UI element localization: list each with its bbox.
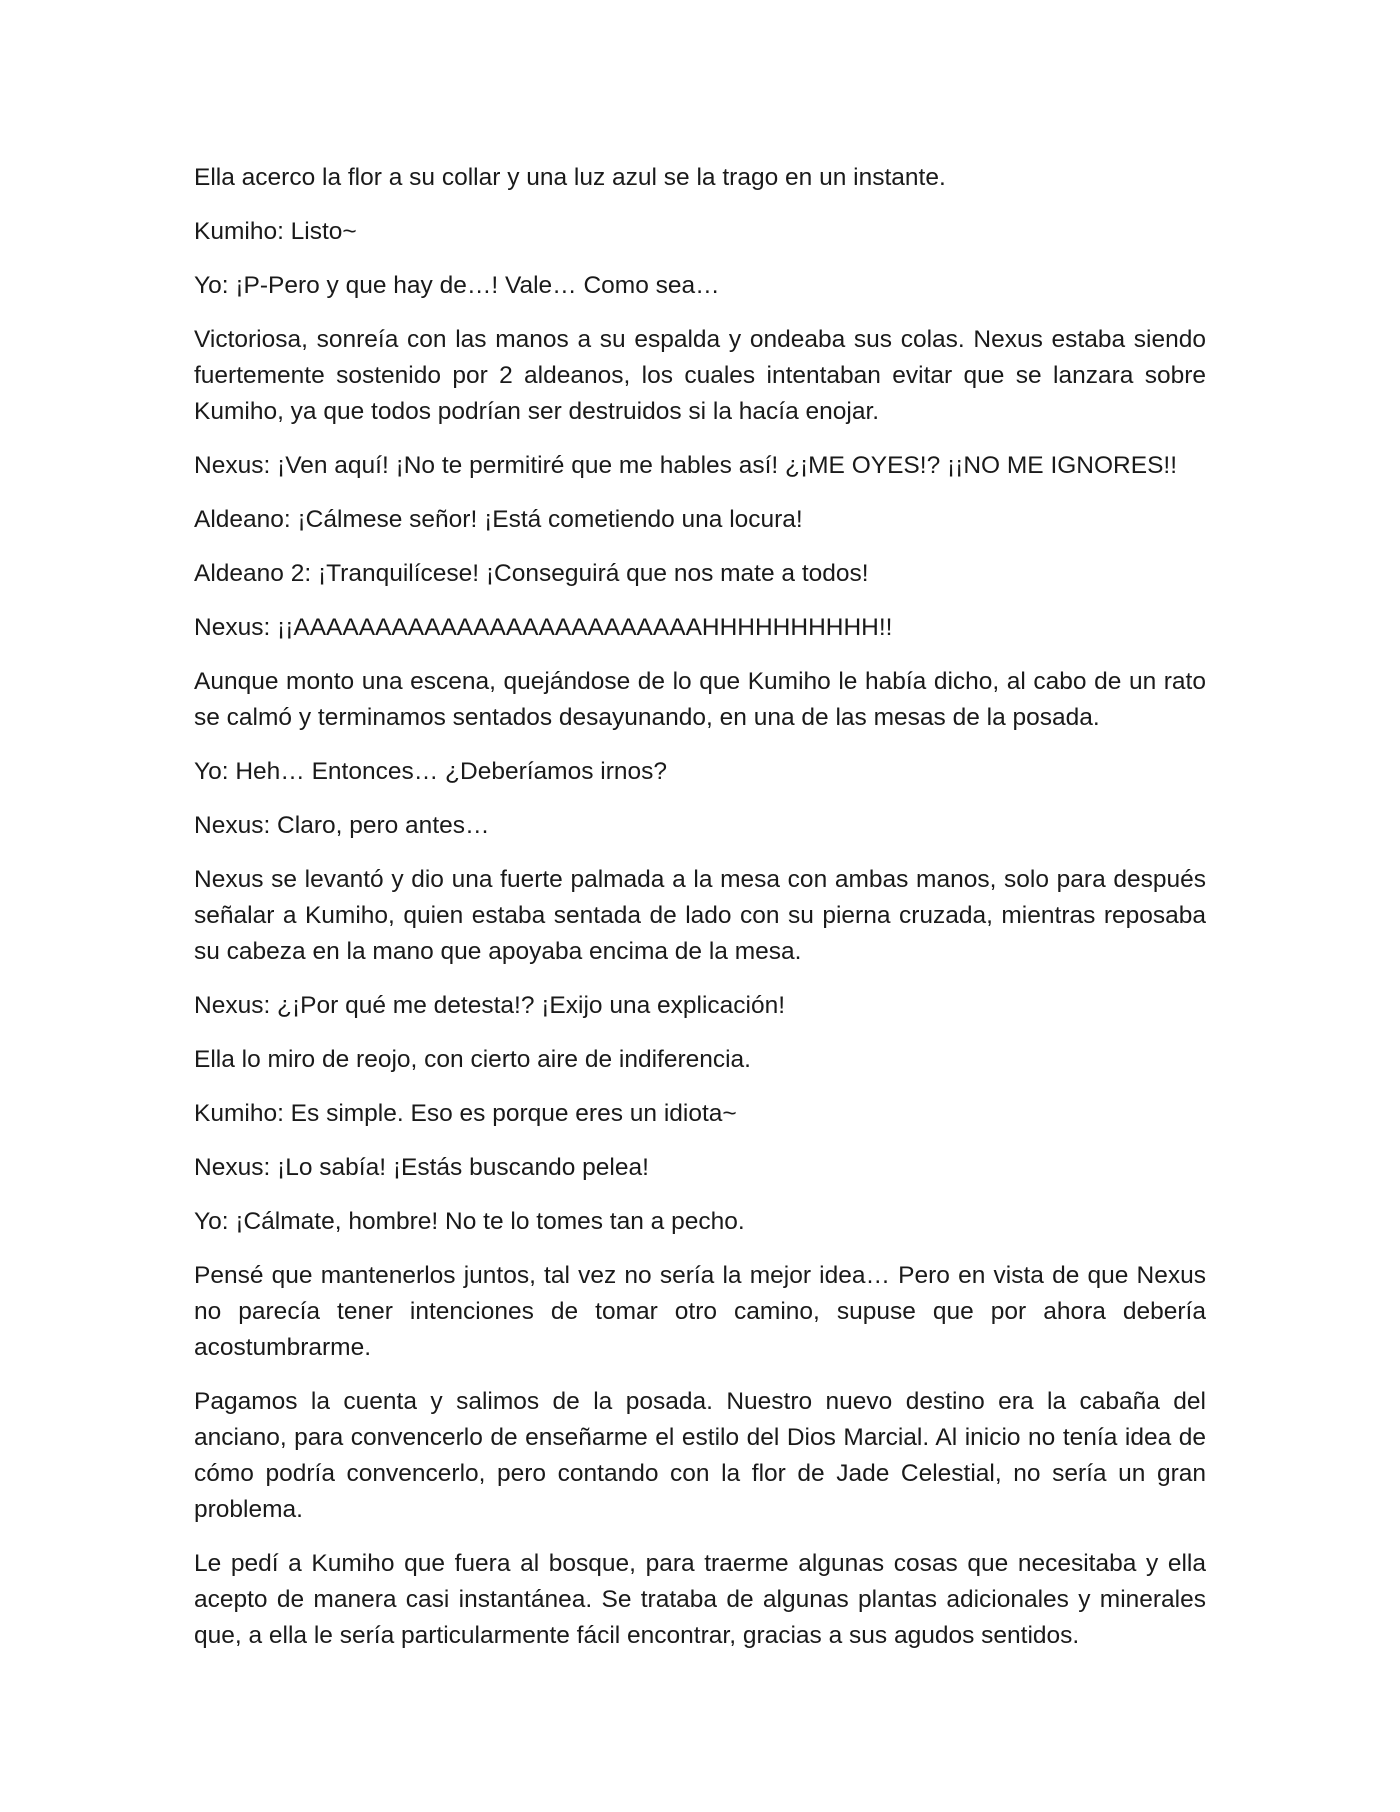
paragraph: Nexus se levantó y dio una fuerte palmada a la mesa con ambas manos, solo para después señalar a Kumiho, quien estaba sentada de lado con su pierna cruzada, mientras reposaba su cabeza en la mano que apoyaba encima de la mesa.: [194, 866, 1206, 965]
dialogue-line: Yo: ¡Cálmate, hombre! No te lo tomes tan a pecho.: [194, 1208, 745, 1235]
dialogue-line: Aldeano: ¡Cálmese señor! ¡Está cometiendo una locura!: [194, 506, 803, 533]
dialogue-line: Aldeano 2: ¡Tranquilícese! ¡Conseguirá que nos mate a todos!: [194, 560, 869, 587]
dialogue-line: Nexus: Claro, pero antes…: [194, 812, 490, 839]
dialogue-line: Yo: ¡P-Pero y que hay de…! Vale… Como sea…: [194, 272, 720, 299]
paragraph: Pagamos la cuenta y salimos de la posada. Nuestro nuevo destino era la cabaña del anciano, para convencerlo de enseñarme el estilo del Dios Marcial. Al inicio no tenía idea de cómo podría convencerlo, pero contando con la flor de Jade Celestial, no sería un gran problema.: [194, 1388, 1206, 1523]
paragraph: Pensé que mantenerlos juntos, tal vez no sería la mejor idea… Pero en vista de que Nexus no parecía tener intenciones de tomar otro camino, supuse que por ahora debería acostumbrarme.: [194, 1262, 1206, 1361]
dialogue-line: Nexus: ¿¡Por qué me detesta!? ¡Exijo una explicación!: [194, 992, 786, 1019]
document-page: [194, 160, 1206, 1672]
dialogue-line: Nexus: ¡¡AAAAAAAAAAAAAAAAAAAAAAAAAHHHHHHHHHH!!: [194, 614, 893, 641]
dialogue-line: Kumiho: Listo~: [194, 218, 357, 245]
dialogue-line: Nexus: ¡Lo sabía! ¡Estás buscando pelea!: [194, 1154, 649, 1181]
paragraph: Ella lo miro de reojo, con cierto aire de indiferencia.: [194, 1046, 751, 1073]
paragraph: Victoriosa, sonreía con las manos a su espalda y ondeaba sus colas. Nexus estaba siendo fuertemente sostenido por 2 aldeanos, los cuales intentaban evitar que se lanzara sobre Kumiho, ya que todos podrían ser destruidos si la hacía enojar.: [194, 326, 1206, 425]
paragraph: Le pedí a Kumiho que fuera al bosque, para traerme algunas cosas que necesitaba y ella acepto de manera casi instantánea. Se trataba de algunas plantas adicionales y minerales que, a ella le sería particularmente fácil encontrar, gracias a sus agudos sentidos.: [194, 1550, 1206, 1649]
dialogue-line: Nexus: ¡Ven aquí! ¡No te permitiré que me hables así! ¿¡ME OYES!? ¡¡NO ME IGNORES!!: [194, 452, 1178, 479]
dialogue-line: Yo: Heh… Entonces… ¿Deberíamos irnos?: [194, 758, 667, 785]
dialogue-line: Kumiho: Es simple. Eso es porque eres un idiota~: [194, 1100, 737, 1127]
paragraph: Aunque monto una escena, quejándose de lo que Kumiho le había dicho, al cabo de un rato se calmó y terminamos sentados desayunando, en una de las mesas de la posada.: [194, 668, 1206, 731]
paragraph: Ella acerco la flor a su collar y una luz azul se la trago en un instante.: [194, 164, 946, 191]
